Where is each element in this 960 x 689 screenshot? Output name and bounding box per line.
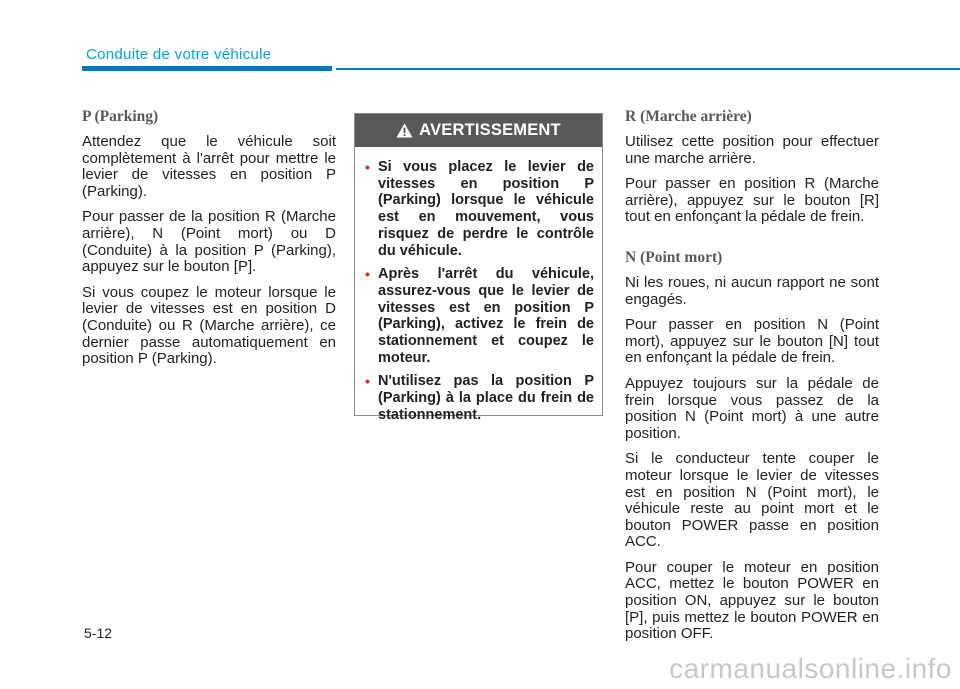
- left-column: [82, 108, 336, 377]
- section-title: Conduite de votre véhicule: [86, 46, 272, 63]
- warning-item-text: Après l'arrêt du véhicule, assurez-vous que le levier de vitesses est en position P (Parking), activez le frein de stationnement et coupez le moteur.: [378, 266, 594, 366]
- spacer: [625, 235, 879, 249]
- paragraph: Utilisez cette position pour effectuer une marche arrière.: [625, 133, 879, 167]
- paragraph: Pour couper le moteur en position ACC, mettez le bouton POWER en position ON, appuyez sur le bouton [P], puis mettez le bouton POWER en position OFF.: [625, 558, 879, 643]
- warning-list: [355, 147, 602, 424]
- warning-triangle-icon: [396, 123, 413, 138]
- paragraph: Si vous coupez le moteur lorsque le levier de vitesses est en position D (Conduite) ou R (Marche arrière), ce dernier passe automatiquement en position P (Parking).: [82, 283, 336, 368]
- warning-item: [365, 159, 594, 259]
- paragraph: Appuyez toujours sur la pédale de frein lorsque vous passez de la position N (Point mort) à une autre position.: [625, 374, 879, 442]
- warning-item-text: N'utilisez pas la position P (Parking) à la place du frein de stationnement.: [378, 373, 594, 423]
- warning-header: [355, 114, 602, 147]
- paragraph: Pour passer en position R (Marche arrière), appuyez sur le bouton [R] tout en enfonçant la pédale de frein.: [625, 175, 879, 226]
- warning-box: [354, 113, 603, 423]
- heading-parking: P (Parking): [82, 108, 159, 125]
- warning-item: [365, 373, 594, 423]
- watermark: carmanualsonline.info: [669, 653, 952, 684]
- paragraph: Attendez que le véhicule soit complètement à l'arrêt pour mettre le levier de vitesses en position P (Parking).: [82, 133, 336, 200]
- heading-reverse: R (Marche arrière): [625, 108, 752, 125]
- page-number: 5-12: [84, 625, 113, 641]
- warning-title: AVERTISSEMENT: [419, 121, 561, 139]
- header-rule-thick: [82, 66, 332, 71]
- paragraph: Pour passer de la position R (Marche arrière), N (Point mort) ou D (Conduite) à la position P (Parking), appuyez sur le bouton [P].: [82, 208, 336, 276]
- warning-item-text: Si vous placez le levier de vitesses en position P (Parking) lorsque le véhicule est en mouvement, vous risquez de perdre le contrôle du véhicule.: [378, 159, 594, 259]
- paragraph: Pour passer en position N (Point mort), appuyez sur le bouton [N] tout en enfonçant la pédale de frein.: [625, 316, 879, 367]
- paragraph: Si le conducteur tente couper le moteur lorsque le levier de vitesses est en position N (Point mort), le véhicule reste au point mort et le bouton POWER passe en position ACC.: [625, 450, 879, 551]
- bullet-icon: •: [365, 159, 370, 175]
- warning-item: [365, 266, 594, 366]
- bullet-icon: •: [365, 373, 370, 390]
- paragraph: Ni les roues, ni aucun rapport ne sont engagés.: [625, 273, 879, 308]
- header-rule-thin: [336, 68, 960, 70]
- heading-neutral: N (Point mort): [625, 248, 723, 266]
- right-column: [625, 108, 879, 652]
- bullet-icon: •: [365, 266, 370, 283]
